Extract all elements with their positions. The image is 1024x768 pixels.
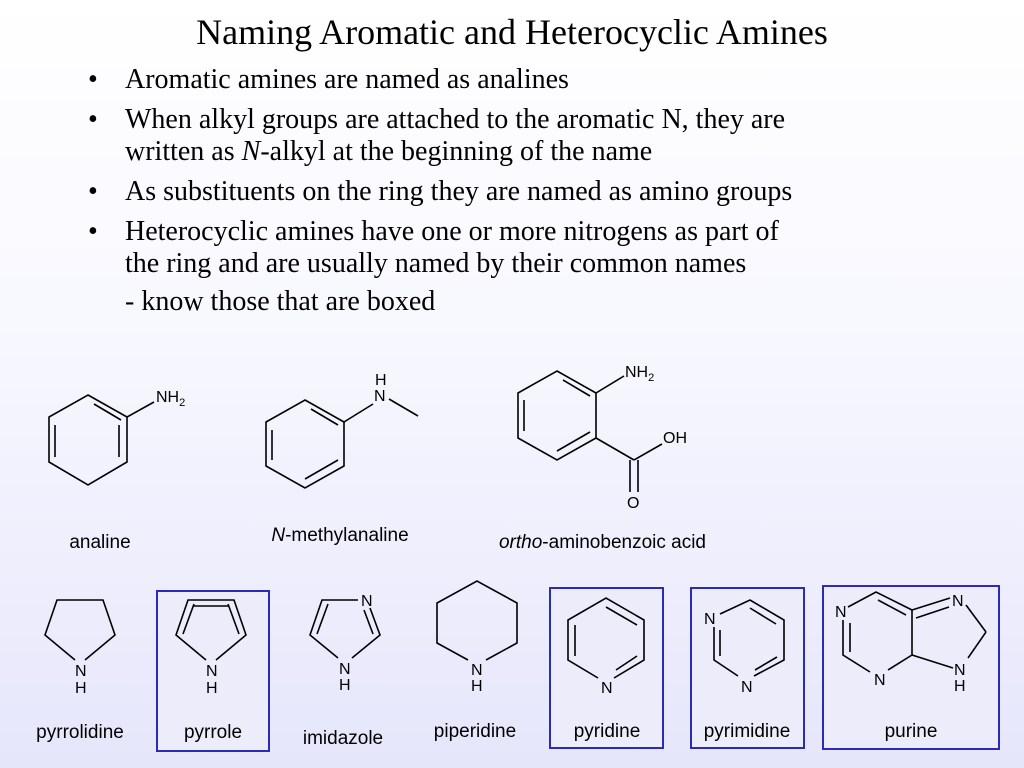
text-segment: -alkyl at the beginning of the name (260, 136, 653, 167)
label-pyrrole: pyrrole (183, 722, 243, 743)
label-pyrimidine: pyrimidine (703, 721, 791, 742)
bullet-item (88, 176, 988, 208)
label-pyrrolidine: pyrrolidine (36, 722, 124, 743)
bullet-list (88, 64, 988, 318)
amine-label (156, 389, 185, 409)
atom-label: H (954, 678, 966, 695)
bullet-dot: • (88, 64, 98, 95)
atom-label: H (375, 372, 387, 389)
label-piperidine: piperidine (433, 721, 517, 742)
label-ortho-aminobenzoic-acid (475, 532, 730, 554)
italic-segment: ortho (498, 532, 543, 553)
imidazole-structure (300, 590, 400, 700)
purine-structure (828, 590, 998, 705)
bullet-dot: • (88, 104, 98, 135)
bullet-text: Heterocyclic amines have one or more nitrogens as part of (125, 216, 779, 247)
bullet-text-line2: the ring and are usually named by their common names (125, 248, 747, 279)
atom-label: N (339, 661, 351, 678)
oxygen-label: O (627, 495, 640, 512)
atom-label: N (954, 662, 966, 679)
atom-label: N (75, 663, 87, 680)
pyrrole-structure (166, 590, 266, 700)
label-analine: analine (69, 532, 131, 553)
sub-note: - know those that are boxed (125, 286, 436, 317)
text-segment: written as (125, 136, 242, 167)
label-pyridine: pyridine (573, 721, 641, 742)
bullet-item (88, 104, 988, 168)
label-purine: purine (884, 721, 938, 742)
subscript: 2 (179, 397, 186, 409)
slide-title: Naming Aromatic and Heterocyclic Amines (196, 12, 828, 52)
bullet-item (88, 216, 988, 280)
bullet-text-line2 (125, 136, 988, 168)
subscript: 2 (648, 372, 655, 384)
atom-label: N (374, 388, 386, 405)
atom-label: H (206, 680, 218, 697)
atom-label: N (952, 593, 964, 610)
n-methylanaline-structure (255, 368, 435, 498)
atom-label: N (206, 663, 218, 680)
bullet-dot: • (88, 176, 98, 207)
atom-label: H (75, 680, 87, 697)
bullet-text: As substituents on the ring they are named as amino groups (125, 176, 793, 207)
atom-label: N (704, 611, 716, 628)
italic-segment: N (271, 525, 286, 546)
atom-label: N (741, 679, 753, 696)
atom-label: NH (625, 364, 649, 381)
text-segment: -methylanaline (285, 525, 409, 546)
pyrimidine-structure (700, 590, 800, 700)
atom-label: NH (156, 389, 180, 406)
atom-label: N (601, 680, 613, 697)
bullet-text: When alkyl groups are attached to the aromatic N, they are (125, 104, 786, 135)
italic-segment: N (241, 136, 261, 167)
atom-label: N (874, 672, 886, 689)
analine-structure (20, 380, 190, 500)
atom-label: H (339, 677, 351, 694)
pyrrolidine-structure (35, 590, 135, 700)
amine-label (625, 364, 654, 384)
bullet-dot: • (88, 216, 98, 247)
hydroxyl-label: OH (663, 430, 687, 447)
text-segment: -aminobenzoic acid (542, 532, 706, 553)
ortho-aminobenzoic-acid-structure (500, 355, 720, 520)
bullet-text: Aromatic amines are named as analines (125, 64, 569, 95)
piperidine-structure (425, 575, 535, 700)
pyridine-structure (560, 590, 660, 700)
atom-label: N (835, 604, 847, 621)
bullet-item (88, 64, 988, 96)
atom-label: N (361, 593, 373, 610)
label-imidazole: imidazole (302, 728, 384, 749)
label-n-methylanaline (255, 525, 425, 547)
atom-label: N (471, 662, 483, 679)
atom-label: H (471, 678, 483, 695)
